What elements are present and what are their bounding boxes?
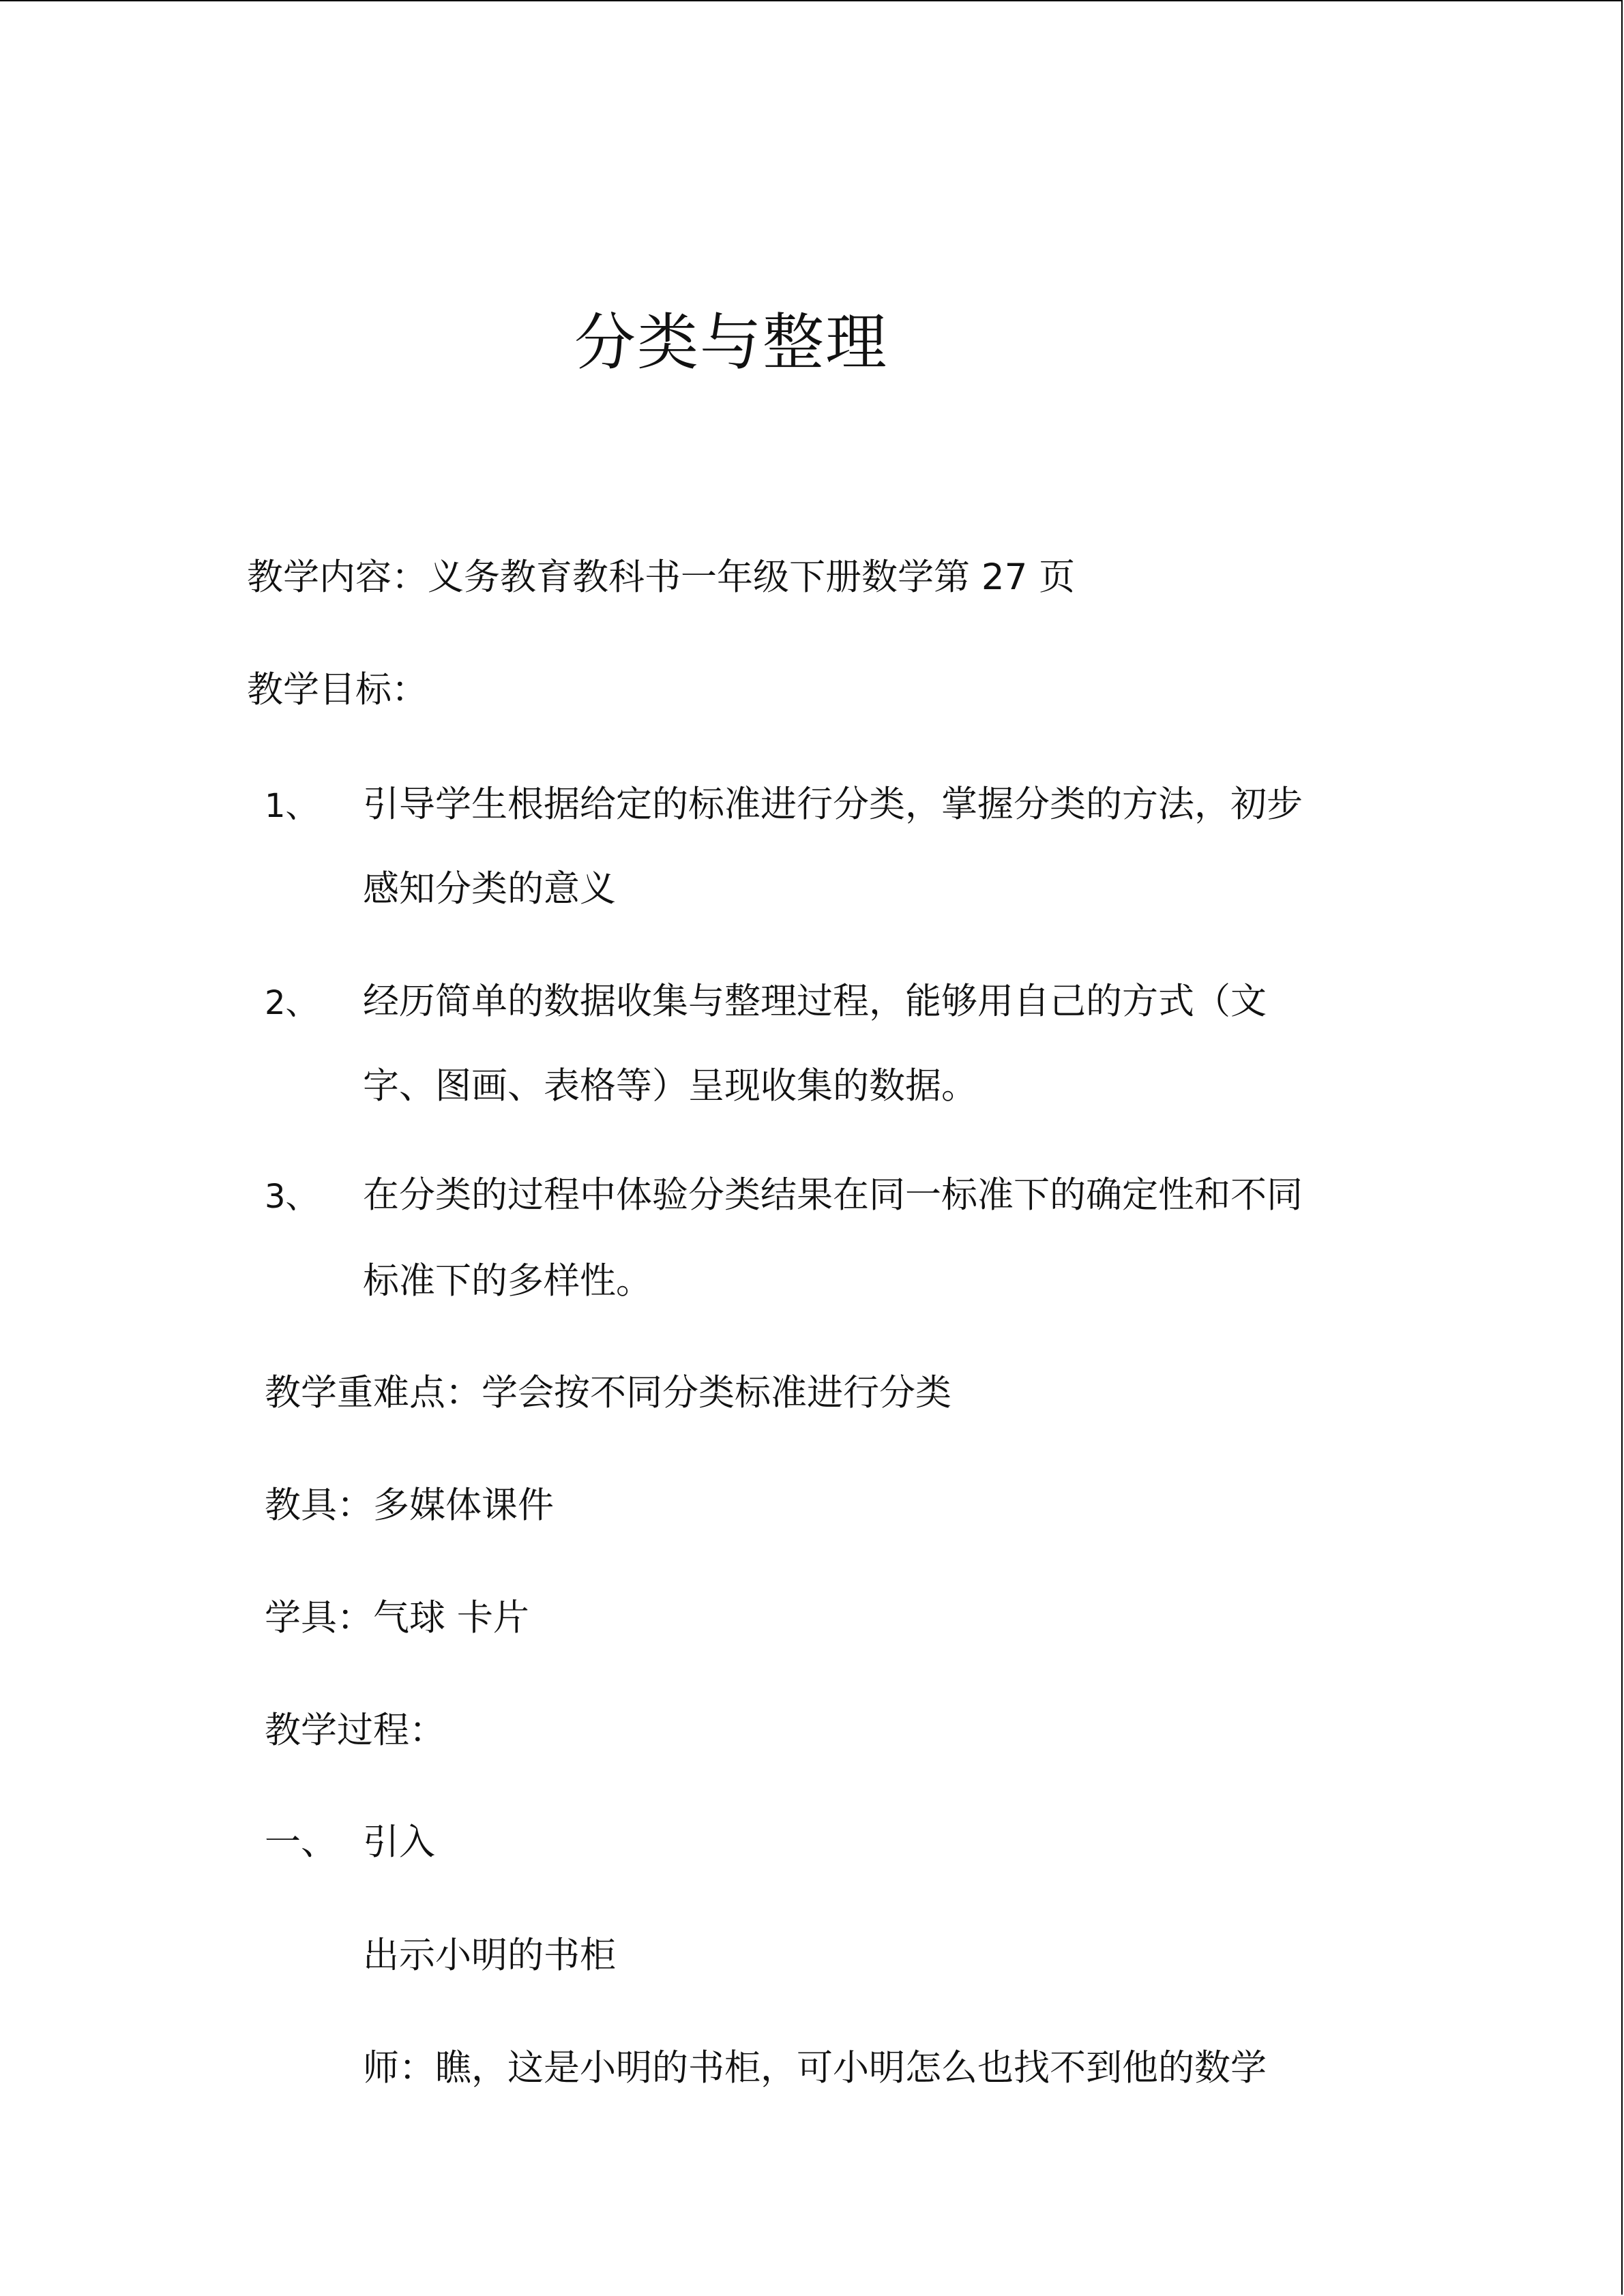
section-one-label: 引入 (363, 1821, 435, 1863)
objective-3-number: 3、 (265, 1178, 319, 1216)
objective-3-line-2: 标准下的多样性。 (363, 1260, 652, 1302)
objective-1-line-1: 引导学生根据给定的标准进行分类，掌握分类的方法，初步 (363, 784, 1303, 825)
paragraph-teacher-speech: 师：瞧，这是小明的书柜，可小明怎么也找不到他的数学 (363, 2047, 1267, 2089)
objective-1-number: 1、 (265, 787, 319, 825)
process-heading: 教学过程： (265, 1710, 445, 1751)
paragraph-show-bookcase: 出示小明的书柜 (363, 1935, 616, 1976)
objective-2-line-1: 经历简单的数据收集与整理过程，能够用自己的方式（文 (363, 981, 1267, 1022)
objective-2-number: 2、 (265, 984, 319, 1022)
document-title: 分类与整理 (574, 307, 888, 378)
objective-2-line-2: 字、图画、表格等）呈现收集的数据。 (363, 1065, 977, 1107)
objectives-heading: 教学目标： (247, 669, 428, 711)
objective-1-line-2: 感知分类的意义 (363, 868, 616, 910)
objective-3-line-1: 在分类的过程中体验分类结果在同一标准下的确定性和不同 (363, 1174, 1303, 1216)
teaching-content: 教学内容：义务教育教科书一年级下册数学第 27 页 (247, 556, 1076, 598)
student-aids: 学具：气球 卡片 (265, 1597, 529, 1639)
key-points: 教学重难点：学会按不同分类标准进行分类 (265, 1372, 951, 1414)
teaching-aids: 教具：多媒体课件 (265, 1485, 554, 1526)
section-one-number: 一、 (265, 1821, 337, 1863)
